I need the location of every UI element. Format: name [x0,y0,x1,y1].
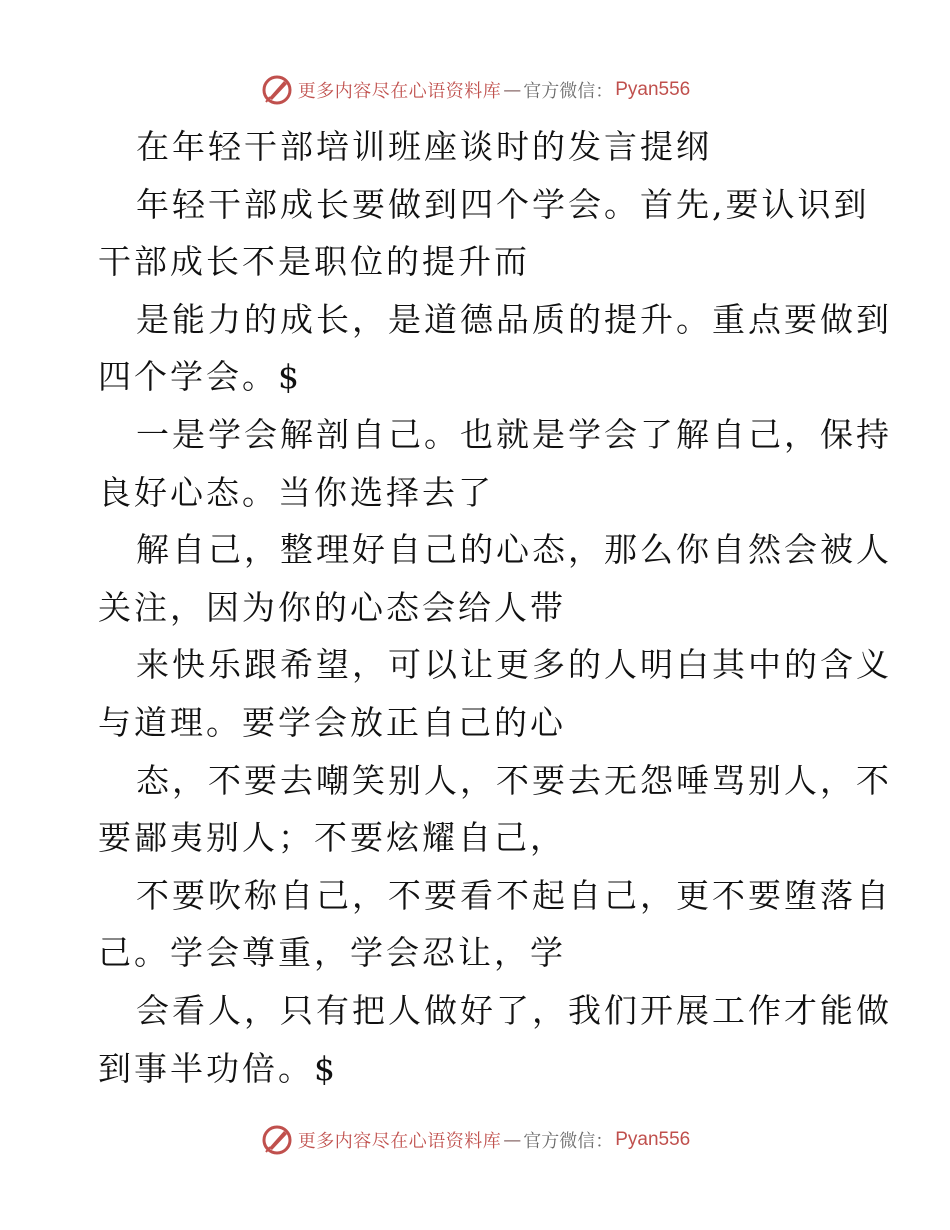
paragraph-line: 是能力的成长，是道德品质的提升。重点要做到 [136,299,892,339]
paragraph-line: 来快乐跟希望，可以让更多的人明白其中的含义 [136,645,892,685]
paragraph-line: 良好心态。当你选择去了 [98,472,494,512]
watermark-official-label: 官方微信： [523,81,614,102]
paragraph-line: 己。学会尊重，学会忍让，学 [98,933,566,973]
paragraph-line: 不要吹称自己，不要看不起自己，更不要堕落自 [136,875,892,915]
paragraph-line: 解自己，整理好自己的心态，那么你自然会被人 [136,530,892,570]
watermark-text: 更多内容尽在心语资料库 [297,81,502,102]
paragraph-line: 干部成长不是职位的提升而 [98,242,530,282]
paragraph-line: 会看人，只有把人做好了，我们开展工作才能做 [136,990,892,1030]
watermark-wechat-id: Pyan556 [615,1129,691,1150]
quill-logo-icon [260,73,294,107]
header-watermark [0,70,950,110]
footer-watermark [0,1120,950,1160]
watermark-separator: — [503,79,522,101]
paragraph-line: 要鄙夷别人；不要炫耀自己， [98,818,566,858]
paragraph-line: 一是学会解剖自己。也就是学会了解自己，保持 [136,414,892,454]
paragraph-line: 年轻干部成长要做到四个学会。首先,要认识到 [136,184,870,224]
watermark-wechat-id: Pyan556 [615,79,691,100]
paragraph-line: 态，不要去嘲笑别人，不要去无怨唾骂别人，不 [136,760,892,800]
watermark-text: 更多内容尽在心语资料库 [297,1131,502,1152]
document-title: 在年轻干部培训班座谈时的发言提纲 [136,127,712,166]
paragraph-line: 到事半功倍。$ [98,1048,338,1088]
paragraph-line: 四个学会。$ [98,357,302,397]
paragraph-line: 关注，因为你的心态会给人带 [98,587,566,627]
paragraph-line: 与道理。要学会放正自己的心 [98,702,566,742]
watermark-separator: — [503,1129,522,1151]
document-body [98,118,892,1097]
watermark-official-label: 官方微信： [523,1131,614,1152]
quill-logo-icon [260,1123,294,1157]
